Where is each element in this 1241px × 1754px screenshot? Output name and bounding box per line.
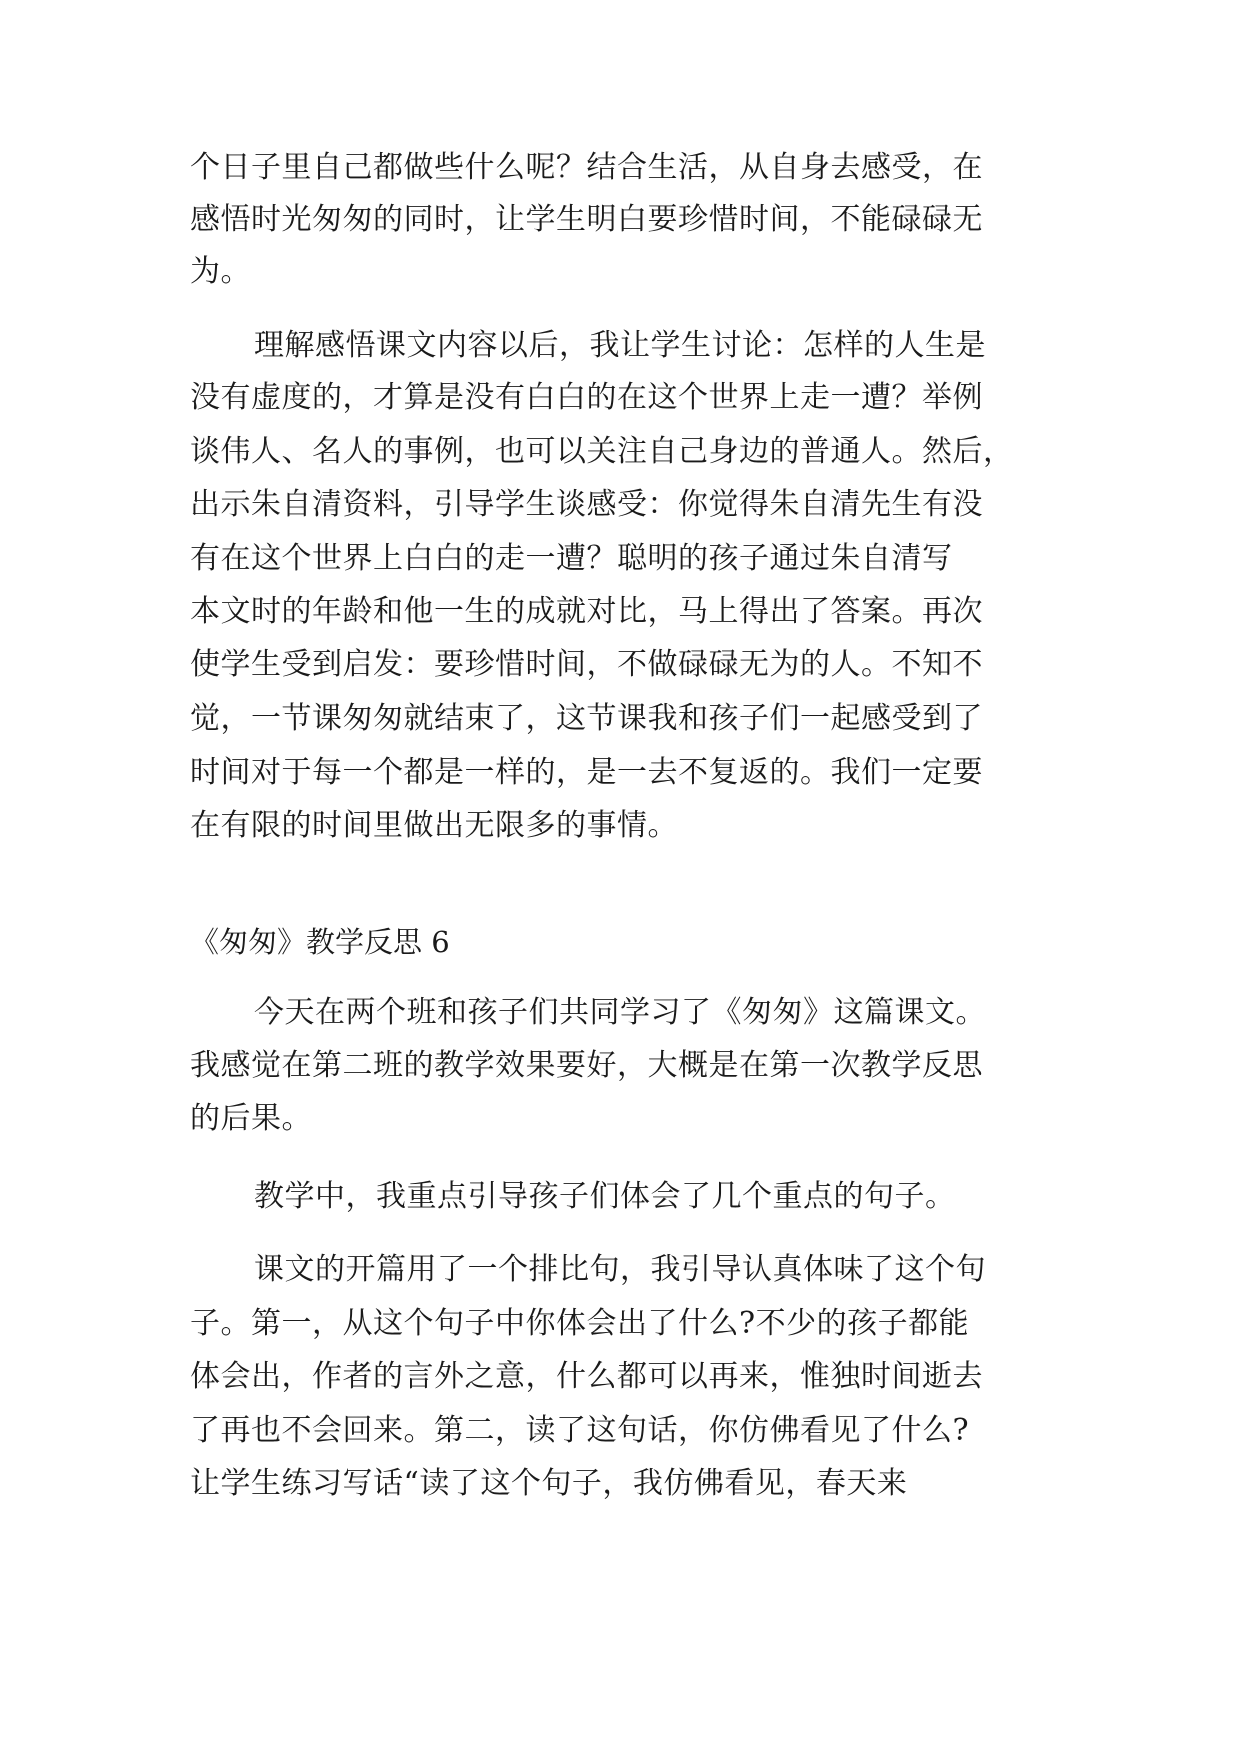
paragraph-line: 教学中，我重点引导孩子们体会了几个重点的句子。 — [254, 1179, 956, 1214]
paragraph-line: 个日子里自己都做些什么呢？结合生活，从自身去感受，在 — [190, 150, 983, 185]
paragraph-line: 没有虚度的，才算是没有白白的在这个世界上走一遭？举例 — [190, 380, 983, 415]
paragraph-line: 使学生受到启发：要珍惜时间，不做碌碌无为的人。不知不 — [190, 647, 983, 682]
paragraph-line: 谈伟人、名人的事例，也可以关注自己身边的普通人。然后， — [190, 434, 1014, 469]
paragraph-line: 本文时的年龄和他一生的成就对比，马上得出了答案。再次 — [190, 594, 983, 629]
section-heading: 《匆匆》教学反思 6 — [190, 925, 450, 959]
paragraph-line: 了再也不会回来。第二，读了这句话，你仿佛看见了什么? — [190, 1413, 970, 1448]
paragraph-line: 子。第一，从这个句子中你体会出了什么?不少的孩子都能 — [190, 1306, 970, 1341]
paragraph-line: 今天在两个班和孩子们共同学习了《匆匆》这篇课文。 — [254, 995, 986, 1030]
paragraph-line: 感悟时光匆匆的同时，让学生明白要珍惜时间，不能碌碌无 — [190, 202, 983, 237]
paragraph-line: 课文的开篇用了一个排比句，我引导认真体味了这个句 — [254, 1252, 986, 1287]
paragraph-line: 为。 — [190, 254, 251, 289]
paragraph-line: 的后果。 — [190, 1101, 312, 1136]
paragraph-line: 理解感悟课文内容以后，我让学生讨论：怎样的人生是 — [254, 328, 986, 363]
paragraph-line: 我感觉在第二班的教学效果要好，大概是在第一次教学反思 — [190, 1048, 983, 1083]
paragraph-line: 让学生练习写话“读了这个句子，我仿佛看见，春天来 — [190, 1466, 908, 1501]
paragraph-line: 时间对于每一个都是一样的，是一去不复返的。我们一定要 — [190, 755, 983, 790]
paragraph-line: 出示朱自清资料，引导学生谈感受：你觉得朱自清先生有没 — [190, 487, 983, 522]
paragraph-line: 在有限的时间里做出无限多的事情。 — [190, 808, 678, 843]
paragraph-line: 有在这个世界上白白的走一遭？聪明的孩子通过朱自清写 — [190, 541, 953, 576]
paragraph-line: 体会出，作者的言外之意，什么都可以再来，惟独时间逝去 — [190, 1359, 983, 1394]
paragraph-line: 觉，一节课匆匆就结束了，这节课我和孩子们一起感受到了 — [190, 701, 983, 736]
